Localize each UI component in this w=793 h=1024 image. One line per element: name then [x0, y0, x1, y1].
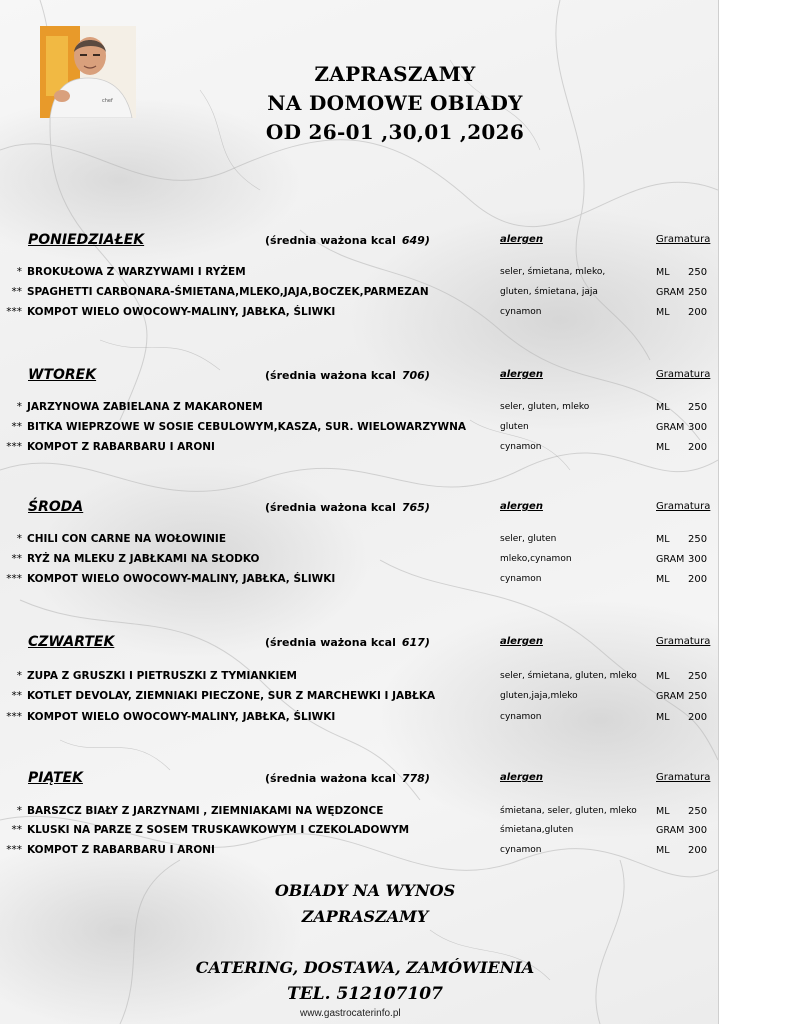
day-section-tuesday [0, 367, 718, 487]
gramatura-header: Gramatura [656, 234, 711, 245]
kcal-info: (średnia ważona kcal 706) [265, 369, 430, 382]
menu-item: ** SPAGHETTI CARBONARA-ŚMIETANA,MLEKO,JAJA,BOCZEK,PARMEZAN gluten, śmietana, jaja GRAM 250 [11, 286, 708, 298]
day-section-friday [0, 770, 718, 890]
menu-item: ** KOTLET DEVOLAY, ZIEMNIAKI PIECZONE, SUR Z MARCHEWKI I JABŁKA gluten,jaja,mleko GRAM 250 [11, 690, 708, 702]
gramatura-header: Gramatura [656, 636, 711, 647]
menu-item: *** KOMPOT Z RABARBARU I ARONI cynamon ML 200 [6, 844, 708, 856]
day-section-wednesday [0, 499, 718, 619]
menu-item: *** KOMPOT WIELO OWOCOWY-MALINY, JABŁKA, ŚLIWKI cynamon ML 200 [6, 306, 708, 318]
footer-phone: TEL. 512107107 [287, 984, 443, 1004]
footer-invite: ZAPRASZAMY [301, 907, 429, 926]
chef-photo [40, 26, 136, 118]
menu-item: *** KOMPOT Z RABARBARU I ARONI cynamon ML 200 [6, 441, 708, 453]
chef-portrait-image [40, 26, 136, 118]
kcal-info: (średnia ważona kcal 765) [265, 501, 430, 514]
menu-item: *** KOMPOT WIELO OWOCOWY-MALINY, JABŁKA, ŚLIWKI cynamon ML 200 [6, 573, 708, 585]
header-line-1: ZAPRASZAMY [314, 62, 476, 86]
menu-item: *** KOMPOT WIELO OWOCOWY-MALINY, JABŁKA, ŚLIWKI cynamon ML 200 [6, 711, 708, 723]
day-name: PIĄTEK [28, 770, 83, 786]
kcal-info: (średnia ważona kcal 778) [265, 772, 430, 785]
gramatura-header: Gramatura [656, 369, 711, 380]
alergen-header: alergen [500, 772, 543, 783]
day-section-monday [0, 232, 718, 352]
menu-item: * BROKUŁOWA Z WARZYWAMI I RYŻEM seler, śmietana, mleko, ML 250 [16, 266, 708, 278]
alergen-header: alergen [500, 234, 543, 245]
kcal-info: (średnia ważona kcal 617) [265, 636, 430, 649]
header-line-2: NA DOMOWE OBIADY [267, 91, 523, 115]
gramatura-header: Gramatura [656, 501, 711, 512]
day-name: CZWARTEK [28, 634, 115, 650]
menu-item: ** BITKA WIEPRZOWE W SOSIE CEBULOWYM,KASZA, SUR. WIELOWARZYWNA gluten GRAM 300 [11, 421, 708, 433]
kcal-info: (średnia ważona kcal 649) [265, 234, 430, 247]
day-section-thursday [0, 634, 718, 754]
day-name: ŚRODA [28, 499, 84, 515]
header-line-3: OD 26-01 ,30,01 ,2026 [265, 120, 525, 144]
menu-item: ** RYŻ NA MLEKU Z JABŁKAMI NA SŁODKO mleko,cynamon GRAM 300 [11, 553, 708, 565]
alergen-header: alergen [500, 501, 543, 512]
menu-item: * CHILI CON CARNE NA WOŁOWINIE seler, gluten ML 250 [16, 533, 708, 545]
footer-takeaway: OBIADY NA WYNOS [274, 881, 456, 900]
menu-item: * JARZYNOWA ZABIELANA Z MAKARONEM seler, gluten, mleko ML 250 [16, 401, 708, 413]
day-name: WTOREK [28, 367, 97, 383]
gramatura-header: Gramatura [656, 772, 711, 783]
svg-text:chef: chef [102, 98, 113, 104]
menu-item: * BARSZCZ BIAŁY Z JARZYNAMI , ZIEMNIAKAMI NA WĘDZONCE śmietana, seler, gluten, mleko ML 250 [16, 805, 708, 817]
menu-item: * ZUPA Z GRUSZKI I PIETRUSZKI Z TYMIANKIEM seler, śmietana, gluten, mleko ML 250 [16, 670, 708, 682]
footer-website: www.gastrocaterinfo.pl [300, 1008, 401, 1019]
menu-item: ** KLUSKI NA PARZE Z SOSEM TRUSKAWKOWYM I CZEKOLADOWYM śmietana,gluten GRAM 300 [11, 824, 708, 836]
alergen-header: alergen [500, 369, 543, 380]
day-name: PONIEDZIAŁEK [28, 232, 145, 248]
footer-services: CATERING, DOSTAWA, ZAMÓWIENIA [195, 958, 535, 977]
alergen-header: alergen [500, 636, 543, 647]
